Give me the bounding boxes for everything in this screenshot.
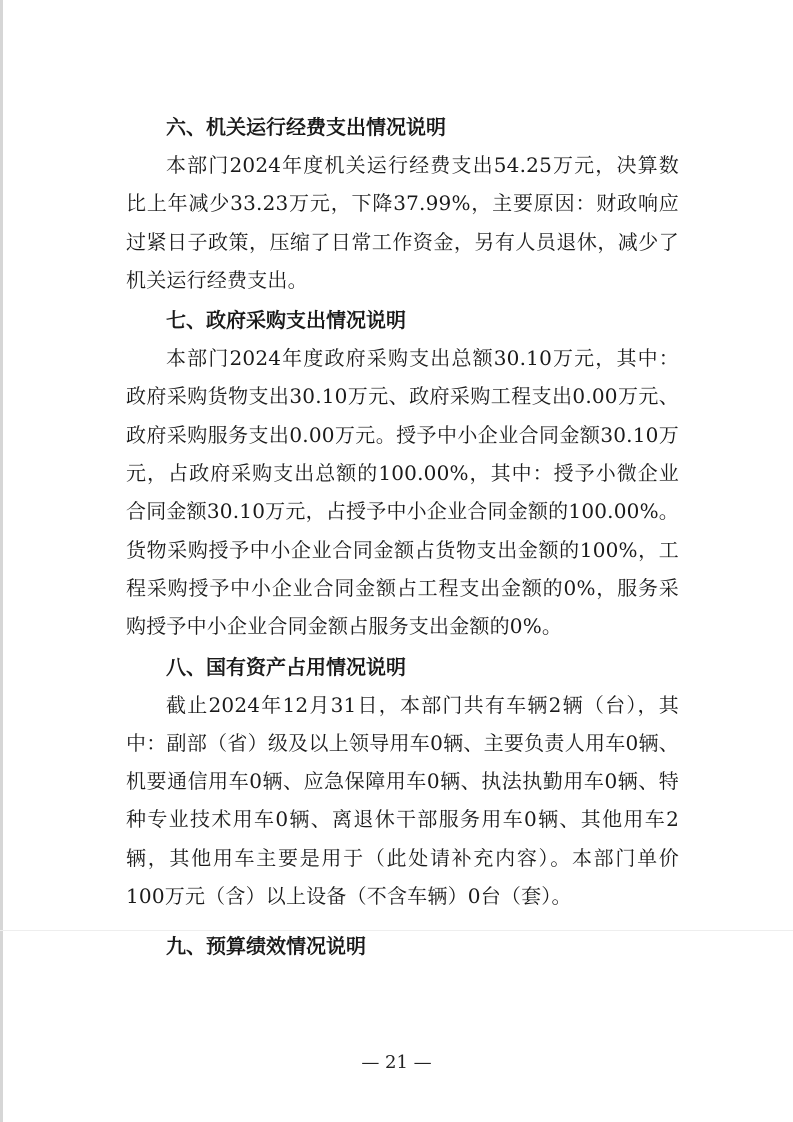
- section-heading-8: 八、国有资产占用情况说明: [166, 654, 406, 679]
- page-number: — 21 —: [361, 1052, 432, 1073]
- scan-edge: [0, 0, 3, 1122]
- section-heading-6: 六、机关运行经费支出情况说明: [166, 115, 446, 139]
- section-heading-7: 七、政府采购支出情况说明: [166, 308, 406, 333]
- section-paragraph-7: 本部门2024年度政府采购支出总额30.10万元，其中：政府采购货物支出30.10万元、政府采购工程支出0.00万元、政府采购服务支出0.00万元。授予中小企业合同金额30.10万元，占政府采购支出总额的100.00%，其中：授予小微企业合同金额30.10万元，占授予中小企业合同金额的100.00%。货物采购授予中小企业合同金额占货物支出金额的100%，工程采购授予中小企业合同金额占工程支出金额的0%，服务采购授予中小企业合同金额占服务支出金额的0%。: [126, 346, 679, 639]
- section-paragraph-8: 截止2024年12月31日，本部门共有车辆2辆（台），其中：副部（省）级及以上领导用车0辆、主要负责人用车0辆、机要通信用车0辆、应急保障用车0辆、执法执勤用车0辆、特种专业技术用车0辆、离退休干部服务用车0辆、其他用车2辆，其他用车主要是用于（此处请补充内容）。本部门单价100万元（含）以上设备（不含车辆）0台（套）。: [126, 692, 679, 909]
- document-page: [126, 108, 679, 965]
- section-paragraph-6: 本部门2024年度机关运行经费支出54.25万元，决算数比上年减少33.23万元，下降37.99%，主要原因：财政响应过紧日子政策，压缩了日常工作资金，另有人员退休，减少了机关运行经费支出。: [126, 153, 679, 292]
- section-heading-9: 九、预算绩效情况说明: [166, 934, 366, 959]
